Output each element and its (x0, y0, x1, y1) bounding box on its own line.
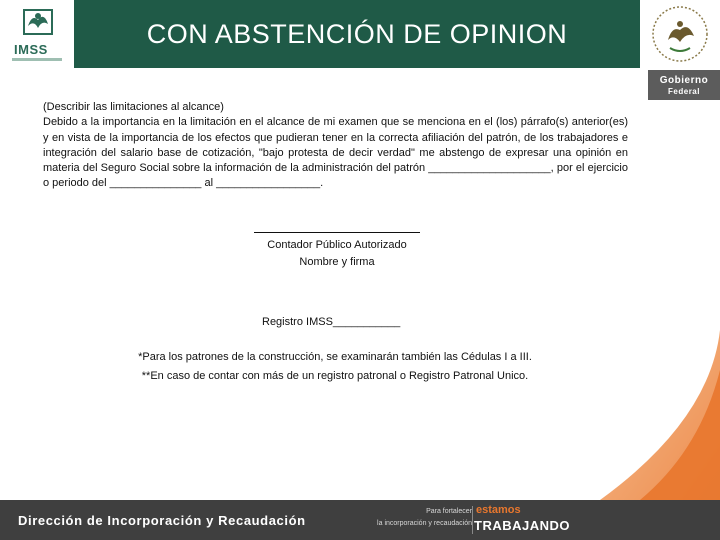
footer-divider (472, 506, 473, 534)
footer-bar (0, 500, 720, 540)
footer-tagline-2: la incorporación y recaudación (377, 520, 472, 527)
footer-trabajando: TRABAJANDO (474, 518, 570, 533)
signature-name-label: Nombre y firma (299, 256, 375, 268)
imss-logo (0, 0, 76, 68)
registro-imss: Registro IMSS___________ (262, 316, 401, 328)
gobierno-federal-badge (648, 70, 720, 100)
seal-area (640, 0, 720, 68)
federal-label: Federal (668, 87, 700, 96)
page-title: CON ABSTENCIÓN DE OPINION (146, 19, 568, 49)
gobierno-label: Gobierno (659, 75, 709, 86)
footnote-construction: *Para los patrones de la construcción, se examinarán también las Cédulas I a III. (138, 351, 532, 363)
footer-estamos: estamos (476, 504, 521, 516)
signature-line (254, 232, 420, 233)
footnotes (110, 348, 560, 386)
imss-logo-text: IMSS (14, 42, 48, 57)
signature-role: Contador Público Autorizado (267, 239, 407, 251)
imss-eagle-icon (20, 6, 56, 38)
orange-swoosh-decoration (560, 330, 720, 500)
limitations-note: (Describir las limitaciones al alcance) (43, 101, 224, 113)
footer-tagline-1: Para fortalecer (426, 508, 472, 515)
logo-underline (12, 58, 62, 61)
mexico-seal-icon (650, 4, 710, 64)
opinion-text (43, 100, 628, 192)
footnote-registro: **En caso de contar con más de un registro patronal o Registro Patronal Unico. (141, 370, 529, 382)
header (0, 0, 720, 70)
signature-block (230, 232, 444, 271)
opinion-paragraph: Debido a la importancia en la limitación en el alcance de mi examen que se menciona en el (los) párrafo(s) anterior(es) y en vista de la importancia de los efectos que pudieran tener en la correcta afiliación del patrón, de los trabajadores e integración del salario base de cotización, "bajo protesta de decir verdad" me abstengo de expresar una opinión en materia del Seguro Social sobre la información de la administración del patrón ____________________, por el ejercicio o periodo del _______________ al _________________. (43, 116, 628, 190)
footer-department: Dirección de Incorporación y Recaudación (18, 513, 306, 528)
